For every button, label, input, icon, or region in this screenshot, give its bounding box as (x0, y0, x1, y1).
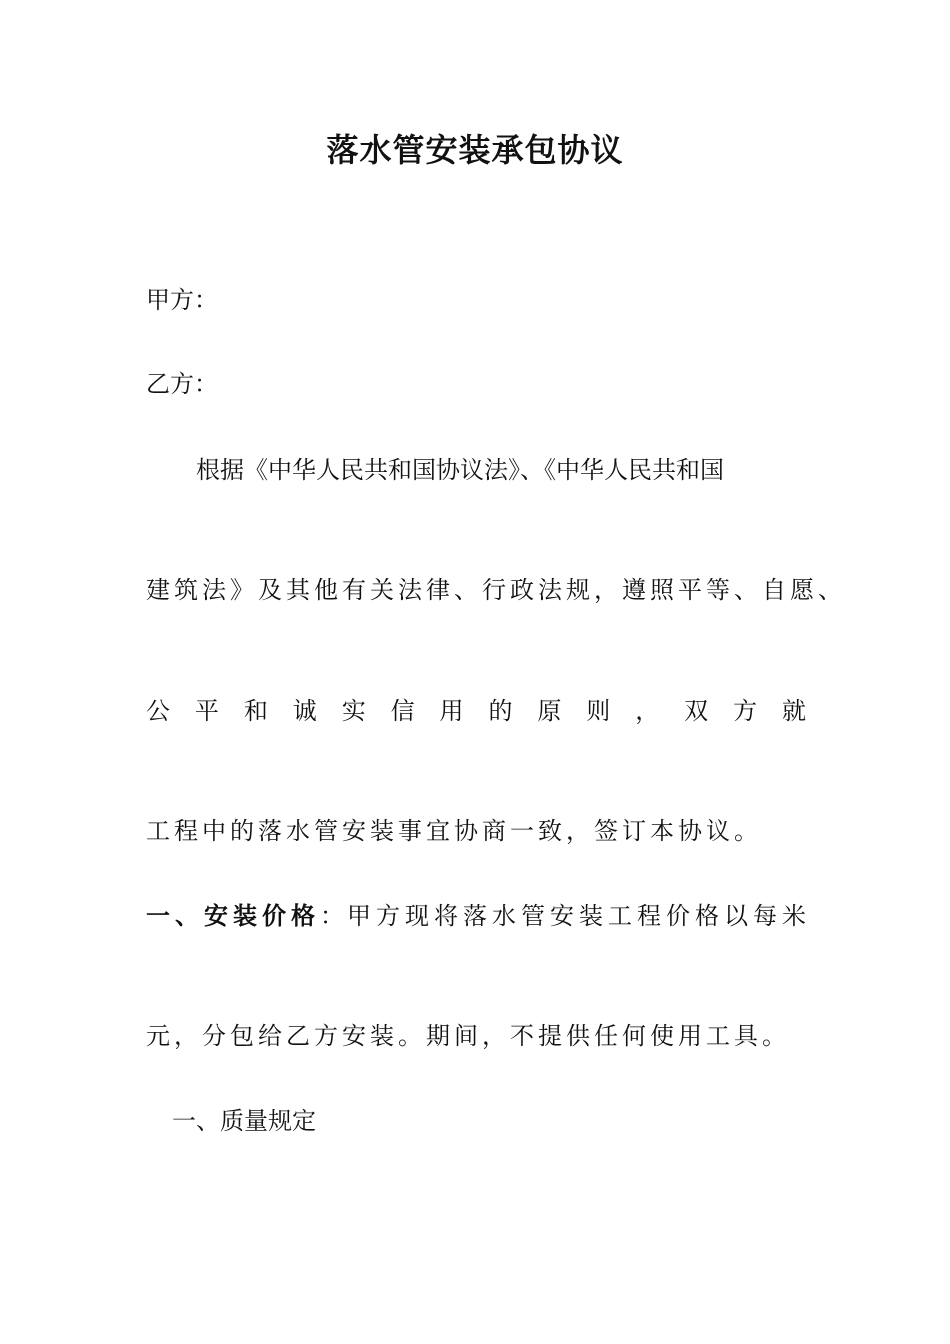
spread-char: 平 (194, 697, 219, 725)
spread-char: 用 (439, 697, 464, 725)
spread-char: 诚 (292, 697, 317, 725)
spread-char: 信 (390, 697, 415, 725)
spread-char: 方 (733, 697, 758, 725)
section-1-line-1 (146, 900, 811, 932)
section-1-text: 甲方现将落水管安装工程价格以每米 (347, 902, 811, 930)
spread-char: 实 (341, 697, 366, 725)
paragraph-line-3 (146, 695, 806, 727)
party-a-label: 甲方： (146, 286, 218, 314)
spread-char: 双 (684, 697, 709, 725)
document-title: 落水管安装承包协议 (326, 131, 624, 169)
party-b-label: 乙方： (146, 370, 218, 398)
paragraph-line-2: 建筑法》及其他有关法律、行政法规，遵照平等、自愿、 (146, 576, 846, 604)
paragraph-line-4: 工程中的落水管安装事宜协商一致，签订本协议。 (146, 817, 762, 845)
spread-char: 就 (781, 697, 806, 725)
section-1-line-2: 元，分包给乙方安装。期间，不提供任何使用工具。 (146, 1022, 790, 1050)
spread-char: 和 (243, 697, 268, 725)
spread-char: 公 (146, 697, 170, 725)
section-1-heading: 一、安装价格 (146, 901, 320, 930)
spread-char: 则 (586, 697, 611, 725)
section-2-heading: 一、质量规定 (172, 1107, 316, 1135)
section-1-colon: ： (320, 902, 347, 930)
spread-char: ， (635, 697, 660, 725)
spread-char: 原 (537, 697, 562, 725)
paragraph-line-1: 根据《中华人民共和国协议法》、《中华人民共和国 (196, 456, 724, 484)
spread-char: 的 (488, 697, 513, 725)
